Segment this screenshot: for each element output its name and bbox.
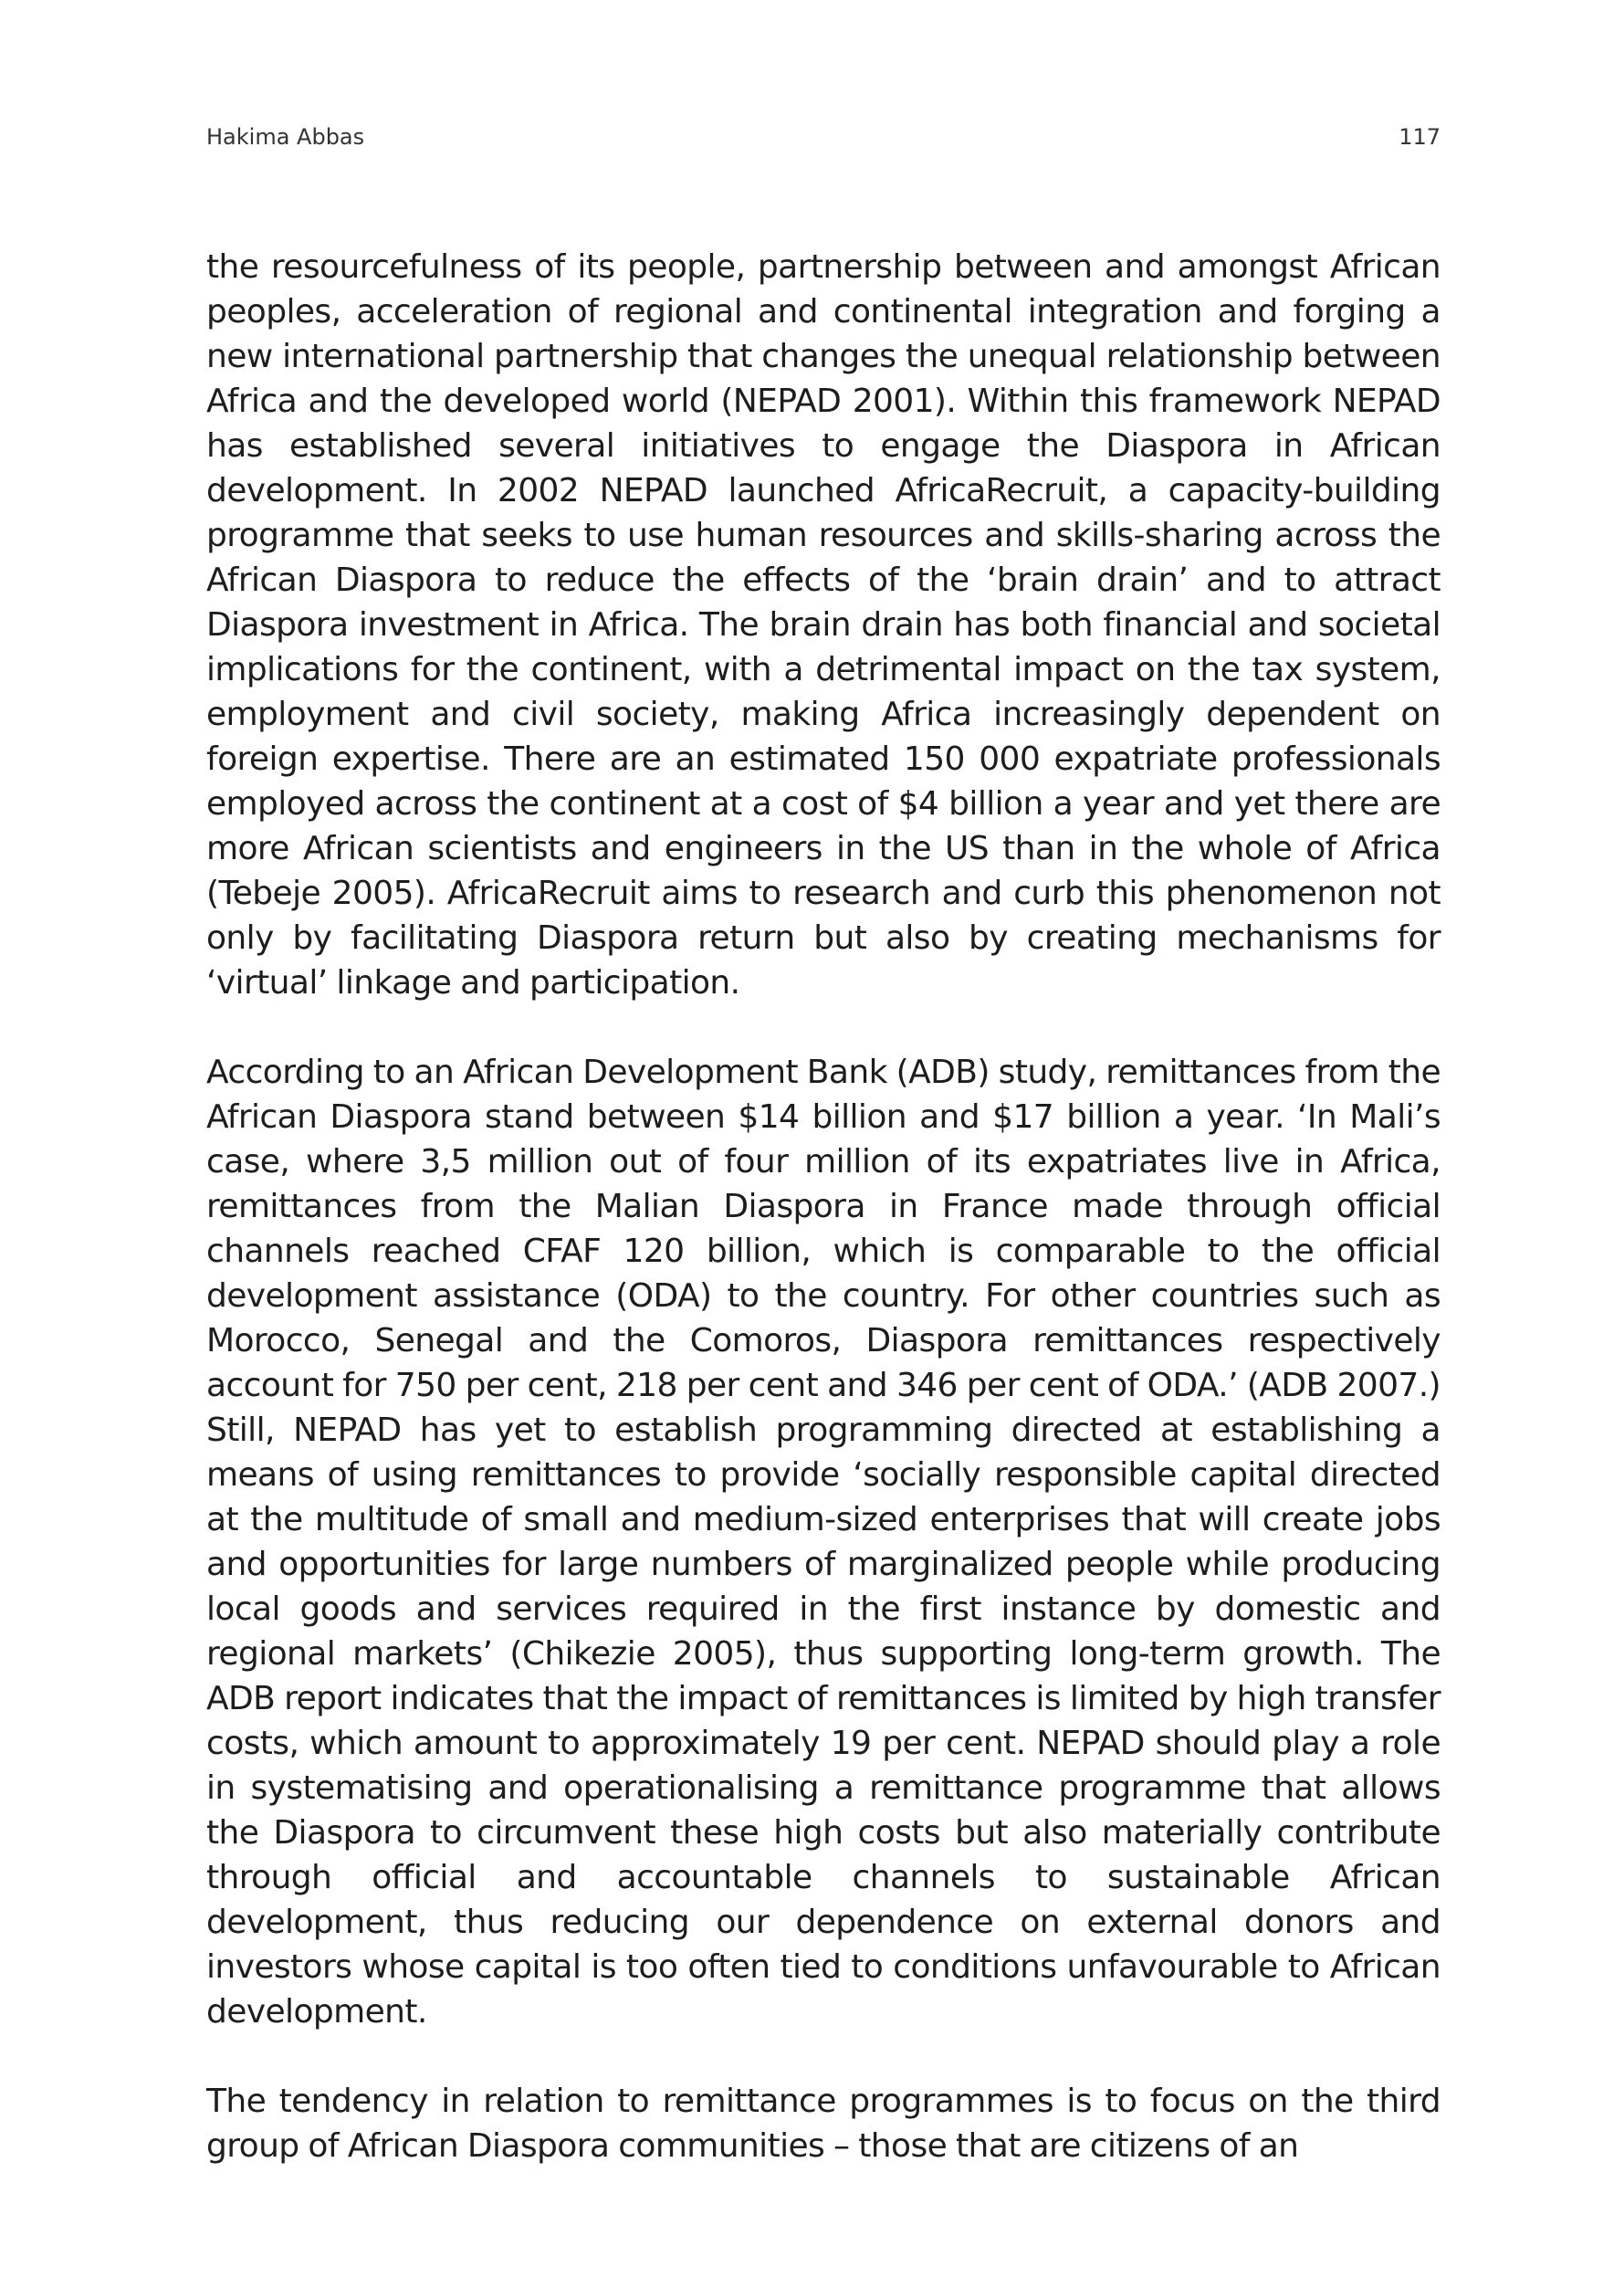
running-head-author: Hakima Abbas	[206, 124, 365, 150]
paragraph-1: the resourcefulness of its people, partnership between and amongst African peoples, acceleration of regional and continental integration and forging a new international partnership that changes the unequal relationship between Africa and the developed world (NEPAD 2001). Within this framework NEPAD has established several initiatives to engage the Diaspora in African development. In 2002 NEPAD launched AfricaRecruit, a capacity-building programme that seeks to use human resources and skills-sharing across the African Diaspora to reduce the effects of the ‘brain drain’ and to attract Diaspora investment in Africa. The brain drain has both financial and societal implications for the continent, with a detrimental impact on the tax system, employment and civil society, making Africa increasingly dependent on foreign expertise. There are an estimated 150 000 expatriate professionals employed across the continent at a cost of $4 billion a year and yet there are more African scientists and engineers in the US than in the whole of Africa (Tebeje 2005). AfricaRecruit aims to research and curb this phenomenon not only by facilitating Diaspora return but also by creating mechanisms for ‘virtual’ linkage and participation.	[206, 248, 1441, 1002]
page-number: 117	[1399, 124, 1441, 150]
body-text	[206, 245, 1441, 2168]
running-head	[206, 124, 1441, 161]
paragraph-3: The tendency in relation to remittance programmes is to focus on the third group of African Diaspora communities – those that are citizens of an	[206, 2083, 1441, 2165]
paragraph-2: According to an African Development Bank (ADB) study, remittances from the African Diaspora stand between $14 billion and $17 billion a year. ‘In Mali’s case, where 3,5 million out of four million of its expatriates live in Africa, remittances from the Malian Diaspora in France made through official channels reached CFAF 120 billion, which is comparable to the official development assistance (ODA) to the country. For other countries such as Morocco, Senegal and the Comoros, Diaspora remittances respectively account for 750 per cent, 218 per cent and 346 per cent of ODA.’ (ADB 2007.) Still, NEPAD has yet to establish programming directed at establishing a means of using remittances to provide ‘socially responsible capital directed at the multitude of small and medium-sized enterprises that will create jobs and opportunities for large numbers of marginalized people while producing local goods and services required in the first instance by domestic and regional markets’ (Chikezie 2005), thus supporting long-term growth. The ADB report indicates that the impact of remittances is limited by high transfer costs, which amount to approximately 19 per cent. NEPAD should play a role in systematising and operationalising a remittance programme that allows the Diaspora to circumvent these high costs but also materially contribute through official and accountable channels to sustainable African development, thus reducing our dependence on external donors and investors whose capital is too often tied to conditions unfavourable to African development.	[206, 1054, 1441, 2031]
